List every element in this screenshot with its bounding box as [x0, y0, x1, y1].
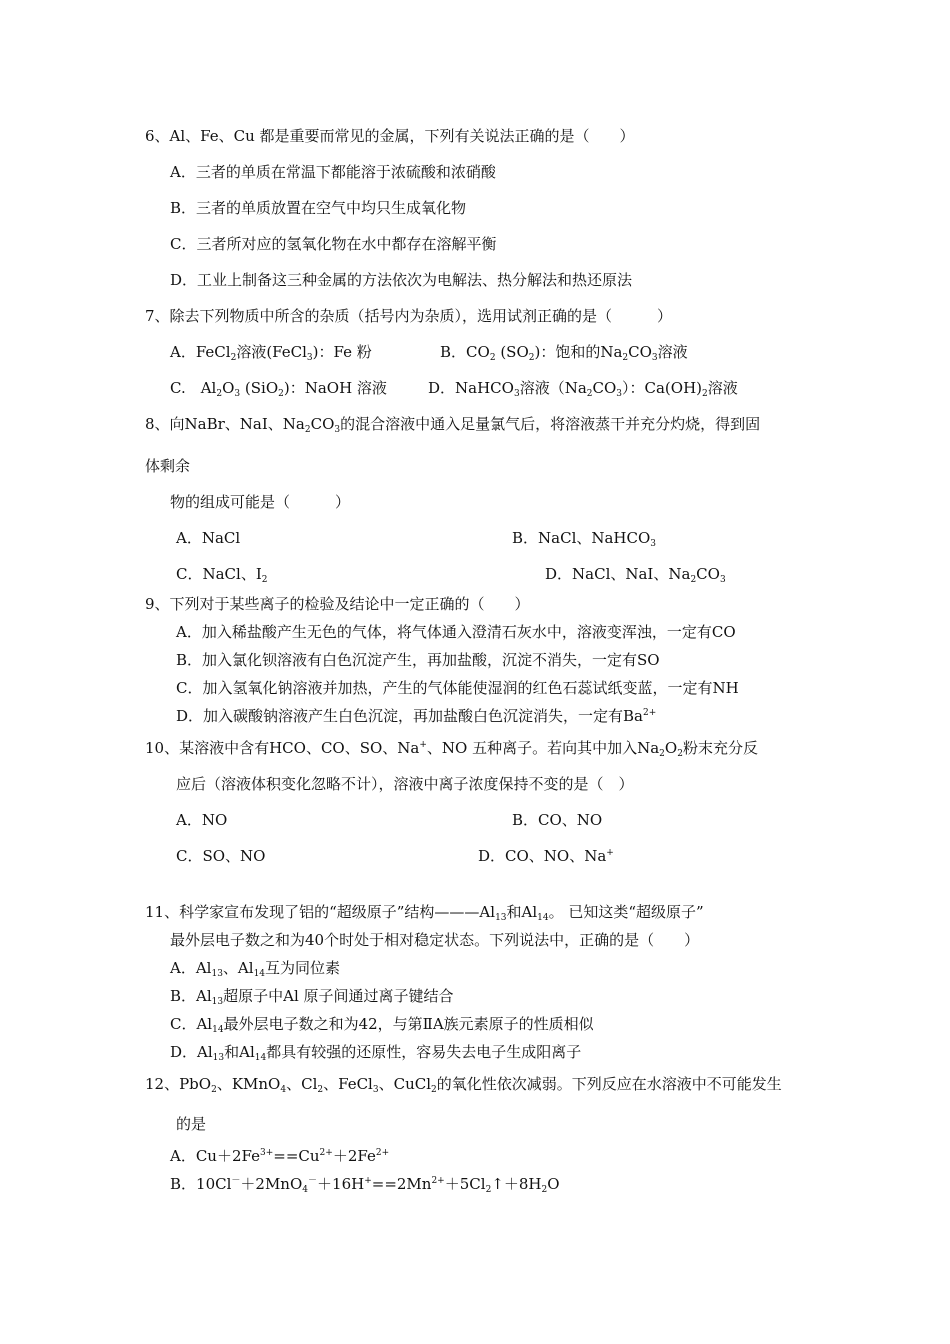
- q8-option-b: B．NaCl、NaHCO$_3$: [512, 529, 657, 549]
- q8-option-a: A．NaCl: [176, 529, 241, 547]
- q6-option-d: D．工业上制备这三种金属的方法依次为电解法、热分解法和热还原法: [170, 271, 633, 289]
- q12-option-b: B．$10Cl^-+2MnO_4^-+16H^+==2Mn^{2+}+5Cl_2↑+8H_2O$: [170, 1175, 560, 1195]
- q7-stem: 7、除去下列物质中所含的杂质（括号内为杂质），选用试剂正确的是（ ）: [145, 307, 673, 325]
- q11-stem-line2: 最外层电子数之和为40个时处于相对稳定状态。下列说法中，正确的是（ ）: [170, 931, 700, 949]
- q6-stem: 6、Al、Fe、Cu 都是重要而常见的金属，下列有关说法正确的是（ ）: [145, 127, 635, 145]
- q8-option-c: C．NaCl、$I_2$: [176, 565, 268, 585]
- q8-option-d: D．NaCl、NaI、$Na_2CO_3$: [545, 565, 726, 585]
- q12-stem-line2: 的是: [176, 1115, 207, 1133]
- q11-option-d: D．$Al_{13}$和$Al_{14}$都具有较强的还原性，容易失去电子生成阳离子: [170, 1043, 582, 1063]
- q9-option-a: A．加入稀盐酸产生无色的气体，将气体通入澄清石灰水中，溶液变浑浊，一定有CO: [176, 623, 736, 641]
- q11-option-a: A．$Al_{13}$、$Al_{14}$互为同位素: [170, 959, 341, 979]
- q7-option-a: A．FeCl$_2$溶液(FeCl$_3$)：Fe 粉: [170, 343, 372, 363]
- q12-option-a: A．$Cu+2Fe^{3+}==Cu^{2+}+2Fe^{2+}$: [170, 1147, 390, 1165]
- q6-option-b: B．三者的单质放置在空气中均只生成氧化物: [170, 199, 467, 217]
- q12-stem: 12、PbO$_2$、KMnO$_4$、$Cl_2$、FeCl$_3$、CuCl$_2$的氧化性依次减弱。下列反应在水溶液中不可能发生: [145, 1075, 782, 1095]
- q10-option-b: B．CO、NO: [512, 811, 603, 829]
- q9-stem: 9、下列对于某些离子的检验及结论中一定正确的（ ）: [145, 595, 530, 613]
- q7-option-c: C. $Al_2O_3$ (SiO$_2$)：NaOH 溶液: [170, 379, 387, 399]
- q10-option-c: C．SO、NO: [176, 847, 266, 865]
- q10-stem-line2: 应后（溶液体积变化忽略不计），溶液中离子浓度保持不变的是（ ）: [176, 775, 634, 793]
- q9-option-b: B．加入氯化钡溶液有白色沉淀产生，再加盐酸，沉淀不消失，一定有SO: [176, 651, 660, 669]
- q8-stem: 8、向NaBr、NaI、$Na_2CO_3$的混合溶液中通入足量氯气后，将溶液蒸干并充分灼烧，得到固: [145, 415, 761, 435]
- q8-stem-line3: 物的组成可能是（ ）: [170, 493, 351, 511]
- q10-option-d: D．CO、NO、Na+: [478, 847, 614, 865]
- q7-option-b: B．$CO_2$ $(SO_2)$：饱和的$Na_2CO_3$溶液: [440, 343, 688, 363]
- q10-option-a: A．NO: [176, 811, 228, 829]
- q10-stem: 10、某溶液中含有HCO、CO、SO、Na+、NO 五种离子。若向其中加入$Na_2O_2$粉末充分反: [145, 739, 758, 759]
- q11-stem: 11、科学家宣布发现了铝的“超级原子”结构$———Al_{13}$和$Al_{14}$。 已知这类“超级原子”: [145, 903, 704, 923]
- q9-option-d: D．加入碳酸钠溶液产生白色沉淀，再加盐酸白色沉淀消失，一定有$Ba^{2+}$: [176, 707, 657, 725]
- q11-option-c: C．$Al_{14}$最外层电子数之和为42，与第ⅡA族元素原子的性质相似: [170, 1015, 594, 1035]
- q7-option-d: D．NaHCO$_3$溶液$(Na_2CO_3)$：$Ca(OH)_2$溶液: [428, 379, 738, 399]
- q9-option-c: C．加入氢氧化钠溶液并加热，产生的气体能使湿润的红色石蕊试纸变蓝，一定有NH: [176, 679, 739, 697]
- q6-option-c: C．三者所对应的氢氧化物在水中都存在溶解平衡: [170, 235, 497, 253]
- q8-stem-line2: 体剩余: [145, 457, 191, 475]
- q11-option-b: B．$Al_{13}$超原子中Al 原子间通过离子键结合: [170, 987, 454, 1007]
- q6-option-a: A．三者的单质在常温下都能溶于浓硫酸和浓硝酸: [170, 163, 496, 181]
